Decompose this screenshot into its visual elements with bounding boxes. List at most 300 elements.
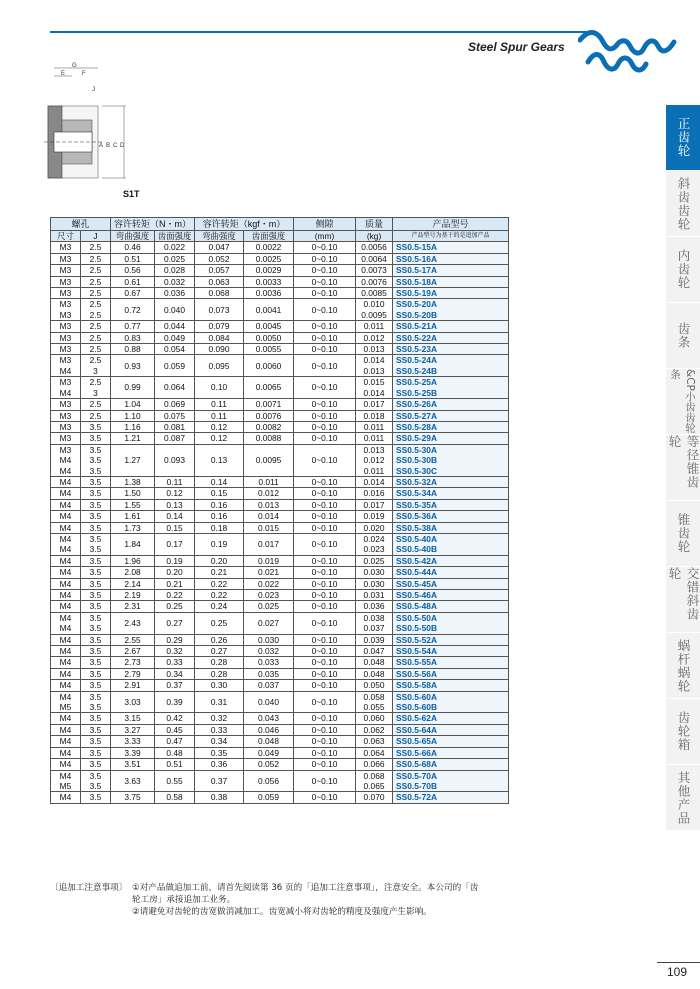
cell-bending-kgf: 0.35	[195, 747, 244, 758]
tab-racks[interactable]: 齿条	[666, 303, 700, 369]
cell-backlash: 0~0.10	[294, 555, 356, 566]
cell-bending-kgf: 0.095	[195, 355, 244, 377]
cell-j-line: 3.5	[89, 488, 102, 499]
tab-helical-gears[interactable]: 斜齿齿轮	[666, 171, 700, 237]
cell-j	[81, 522, 111, 533]
cell-part-number-line: SS0.5-66A	[396, 747, 437, 758]
cell-bending-nm: 0.46	[111, 242, 155, 253]
cell-bending-kgf: 0.10	[195, 377, 244, 399]
cell-surface-kgf: 0.0055	[244, 344, 294, 355]
cell-mass-line: 0.036	[363, 601, 385, 612]
cell-mass-line: 0.015	[363, 377, 385, 388]
cell-backlash: 0~0.10	[294, 355, 356, 377]
cell-part-number-line: SS0.5-17A	[396, 265, 437, 276]
cell-surface-nm: 0.21	[155, 578, 195, 589]
cell-bending-kgf: 0.047	[195, 242, 244, 253]
cell-part-number	[393, 299, 509, 321]
tab-worm-gears[interactable]: 蜗杆蜗轮	[666, 633, 700, 699]
cell-part-number	[393, 488, 509, 499]
cell-size-line: M3	[59, 421, 72, 432]
cell-bending-nm: 2.08	[111, 567, 155, 578]
cell-j-line: 3.5	[89, 646, 102, 657]
cell-mass-line: 0.018	[363, 410, 385, 421]
cell-backlash: 0~0.10	[294, 634, 356, 645]
cell-part-number	[393, 713, 509, 724]
cell-mass-line: 0.038	[363, 612, 385, 623]
cell-mass-line: 0.065	[363, 780, 385, 791]
cell-j	[81, 792, 111, 803]
cell-backlash: 0~0.10	[294, 680, 356, 691]
cell-mass	[356, 499, 393, 510]
cell-mass	[356, 344, 393, 355]
dim-label-b: B	[106, 143, 111, 149]
cell-mass-line: 0.011	[363, 421, 385, 432]
cell-size	[51, 288, 81, 299]
cell-size	[51, 321, 81, 332]
cell-size-line: M4	[59, 646, 72, 657]
cell-surface-nm: 0.069	[155, 399, 195, 410]
cell-bending-kgf: 0.28	[195, 668, 244, 679]
cell-bending-kgf: 0.32	[195, 713, 244, 724]
cell-j-line: 2.5	[89, 265, 102, 276]
cell-surface-kgf: 0.0050	[244, 332, 294, 343]
table-row	[51, 657, 509, 668]
tab-other-products[interactable]: 其他产品	[666, 765, 700, 831]
cell-mass	[356, 634, 393, 645]
cell-size	[51, 332, 81, 343]
cell-surface-nm: 0.028	[155, 265, 195, 276]
cell-surface-nm: 0.47	[155, 736, 195, 747]
cell-part-number-line: SS0.5-72A	[396, 792, 437, 803]
cell-size-line: M4	[59, 747, 72, 758]
cell-bending-nm: 1.38	[111, 476, 155, 487]
cell-part-number	[393, 567, 509, 578]
tab-gearboxes[interactable]: 齿轮箱	[666, 699, 700, 765]
cell-j	[81, 499, 111, 510]
torque-kgf-header: 容许转矩（kgf・m）	[195, 218, 294, 231]
cell-part-number-line: SS0.5-19A	[396, 288, 437, 299]
cell-bending-nm: 0.51	[111, 253, 155, 264]
cell-mass	[356, 770, 393, 792]
torque-nm-header: 容许转矩（N・m）	[111, 218, 195, 231]
table-row	[51, 567, 509, 578]
cell-part-number-line: SS0.5-54A	[396, 646, 437, 657]
cell-surface-kgf: 0.033	[244, 657, 294, 668]
cell-surface-kgf: 0.0065	[244, 377, 294, 399]
cell-size-line: M3	[59, 410, 72, 421]
cell-j-line: 2.5	[89, 344, 102, 355]
cell-surface-nm: 0.19	[155, 555, 195, 566]
cell-j	[81, 355, 111, 377]
cell-backlash: 0~0.10	[294, 488, 356, 499]
cell-mass-line: 0.017	[363, 399, 385, 410]
cell-part-number-line: SS0.5-40B	[396, 544, 437, 555]
cell-j-line: 2.5	[89, 355, 102, 366]
cell-bending-nm: 1.21	[111, 433, 155, 444]
table-row	[51, 288, 509, 299]
cell-j	[81, 691, 111, 713]
cell-part-number	[393, 657, 509, 668]
cell-part-number	[393, 590, 509, 601]
cell-surface-kgf: 0.0082	[244, 421, 294, 432]
cell-bending-nm: 2.43	[111, 612, 155, 634]
cell-j-line: 2.5	[89, 399, 102, 410]
cell-mass	[356, 590, 393, 601]
cell-bending-kgf: 0.16	[195, 511, 244, 522]
bending-nm-header: 弯曲强度	[111, 231, 155, 242]
cell-surface-nm: 0.14	[155, 511, 195, 522]
cell-mass-line: 0.014	[363, 476, 385, 487]
cell-surface-kgf: 0.012	[244, 488, 294, 499]
cell-part-number	[393, 444, 509, 476]
cell-part-number-line: SS0.5-70B	[396, 780, 437, 791]
cell-bending-nm: 3.15	[111, 713, 155, 724]
table-row	[51, 265, 509, 276]
table-row	[51, 668, 509, 679]
cell-mass-line: 0.055	[363, 702, 385, 713]
cell-size-line: M3	[59, 377, 72, 388]
cell-mass	[356, 488, 393, 499]
cell-part-number	[393, 433, 509, 444]
cell-surface-nm: 0.58	[155, 792, 195, 803]
cell-j-line: 3.5	[89, 702, 102, 713]
tab-spur-gears[interactable]: 正齿轮	[666, 105, 700, 171]
cell-mass-line: 0.062	[363, 724, 385, 735]
cell-part-number-line: SS0.5-70A	[396, 770, 437, 781]
cell-surface-kgf: 0.030	[244, 634, 294, 645]
cell-j	[81, 555, 111, 566]
cell-part-number	[393, 421, 509, 432]
cell-surface-kgf: 0.014	[244, 511, 294, 522]
cell-part-number	[393, 242, 509, 253]
cell-size	[51, 567, 81, 578]
cell-bending-nm: 1.84	[111, 533, 155, 555]
page-number: 109	[667, 965, 688, 979]
cell-mass	[356, 601, 393, 612]
cell-surface-nm: 0.022	[155, 242, 195, 253]
cell-j-line: 3.5	[89, 499, 102, 510]
cell-bending-nm: 0.77	[111, 321, 155, 332]
table-row	[51, 444, 509, 476]
cell-j-line: 3.5	[89, 444, 102, 455]
cell-j-line: 3.5	[89, 421, 102, 432]
notes-label: 〔追加工注意事项〕	[50, 883, 128, 893]
cell-part-number	[393, 253, 509, 264]
cell-mass-line: 0.020	[363, 522, 385, 533]
backlash-header: 侧隙	[294, 218, 356, 231]
cell-size	[51, 377, 81, 399]
cell-part-number-line: SS0.5-52A	[396, 634, 437, 645]
cell-bending-nm: 1.50	[111, 488, 155, 499]
cell-bending-nm: 3.75	[111, 792, 155, 803]
cell-mass	[356, 253, 393, 264]
cell-j	[81, 601, 111, 612]
cell-surface-nm: 0.075	[155, 410, 195, 421]
cell-j-line: 3.5	[89, 544, 102, 555]
cell-j	[81, 724, 111, 735]
cell-surface-nm: 0.32	[155, 646, 195, 657]
cell-size	[51, 433, 81, 444]
cell-size-line: M4	[59, 555, 72, 566]
cell-mass-line: 0.014	[363, 387, 385, 398]
cell-mass	[356, 747, 393, 758]
cell-size-line: M4	[59, 499, 72, 510]
cell-size-line: M3	[59, 399, 72, 410]
cell-bending-kgf: 0.25	[195, 612, 244, 634]
cell-part-number-line: SS0.5-22A	[396, 332, 437, 343]
table-row	[51, 511, 509, 522]
cell-mass	[356, 410, 393, 421]
cell-size-line: M4	[59, 476, 72, 487]
cell-mass	[356, 242, 393, 253]
cell-part-number-line: SS0.5-24A	[396, 355, 437, 366]
cell-surface-nm: 0.032	[155, 276, 195, 287]
cell-j	[81, 567, 111, 578]
cell-surface-nm: 0.040	[155, 299, 195, 321]
cell-surface-kgf: 0.0076	[244, 410, 294, 421]
cell-surface-nm: 0.51	[155, 759, 195, 770]
cell-mass	[356, 332, 393, 343]
cell-mass-line: 0.013	[363, 444, 385, 455]
cell-bending-nm: 0.61	[111, 276, 155, 287]
cell-part-number	[393, 668, 509, 679]
part-note: 产品型号为基于的是追加产品	[393, 231, 509, 242]
cell-size	[51, 253, 81, 264]
cell-bending-kgf: 0.27	[195, 646, 244, 657]
cell-backlash: 0~0.10	[294, 476, 356, 487]
table-row	[51, 747, 509, 758]
cell-size-line: M4	[59, 680, 72, 691]
cell-part-number	[393, 276, 509, 287]
cell-backlash: 0~0.10	[294, 299, 356, 321]
cell-j-line: 3.5	[89, 657, 102, 668]
cell-part-number-line: SS0.5-28A	[396, 421, 437, 432]
cell-mass	[356, 511, 393, 522]
cell-mass	[356, 433, 393, 444]
table-row	[51, 555, 509, 566]
cell-j	[81, 410, 111, 421]
cell-backlash: 0~0.10	[294, 759, 356, 770]
cell-j	[81, 736, 111, 747]
cell-mass	[356, 533, 393, 555]
cell-part-number	[393, 344, 509, 355]
tab-miter-gears[interactable]: 等径锥齿轮	[666, 435, 700, 501]
cell-j-line: 3.5	[89, 792, 102, 803]
cell-j	[81, 399, 111, 410]
cell-part-number	[393, 747, 509, 758]
cell-bending-nm: 1.96	[111, 555, 155, 566]
cell-part-number	[393, 410, 509, 421]
cell-backlash: 0~0.10	[294, 444, 356, 476]
cell-backlash: 0~0.10	[294, 578, 356, 589]
cell-surface-kgf: 0.0045	[244, 321, 294, 332]
cell-size	[51, 634, 81, 645]
cell-j-line: 3.5	[89, 601, 102, 612]
cell-bending-kgf: 0.33	[195, 724, 244, 735]
cell-bending-kgf: 0.26	[195, 634, 244, 645]
cell-size-line: M3	[59, 433, 72, 444]
cell-mass-line: 0.013	[363, 365, 385, 376]
cell-bending-kgf: 0.21	[195, 567, 244, 578]
cell-bending-kgf: 0.18	[195, 522, 244, 533]
cell-mass	[356, 288, 393, 299]
cell-part-number	[393, 355, 509, 377]
table-row	[51, 724, 509, 735]
cell-backlash: 0~0.10	[294, 691, 356, 713]
cell-size	[51, 680, 81, 691]
backlash-unit: (mm)	[294, 231, 356, 242]
cell-bending-nm: 0.67	[111, 288, 155, 299]
cell-mass-line: 0.0095	[361, 309, 387, 320]
cell-j-line: 3.5	[89, 780, 102, 791]
cell-j-line: 2.5	[89, 377, 102, 388]
cell-size	[51, 612, 81, 634]
cell-size	[51, 691, 81, 713]
cell-size-line: M3	[59, 265, 72, 276]
cell-bending-nm: 2.55	[111, 634, 155, 645]
cell-part-number-line: SS0.5-48A	[396, 601, 437, 612]
cell-mass	[356, 555, 393, 566]
cell-size	[51, 511, 81, 522]
cell-j-line: 2.5	[89, 309, 102, 320]
tab-screw-gears[interactable]: 交错斜齿轮	[666, 567, 700, 633]
cell-backlash: 0~0.10	[294, 747, 356, 758]
j-header: J	[81, 231, 111, 242]
cell-surface-kgf: 0.0025	[244, 253, 294, 264]
cell-part-number-line: SS0.5-34A	[396, 488, 437, 499]
cell-size-line: M5	[59, 702, 72, 713]
cell-surface-kgf: 0.0022	[244, 242, 294, 253]
cell-size	[51, 533, 81, 555]
cell-j-line: 3.5	[89, 555, 102, 566]
tab-internal-gears[interactable]: 内齿轮	[666, 237, 700, 303]
table-row	[51, 713, 509, 724]
cell-size-line: M3	[59, 321, 72, 332]
cell-backlash: 0~0.10	[294, 770, 356, 792]
surface-nm-header: 齿面强度	[155, 231, 195, 242]
cell-mass	[356, 680, 393, 691]
cell-bending-nm: 3.39	[111, 747, 155, 758]
cell-size	[51, 522, 81, 533]
cell-surface-kgf: 0.0041	[244, 299, 294, 321]
dim-label-e: E	[61, 71, 66, 77]
tab-bevel-gears[interactable]: 锥齿轮	[666, 501, 700, 567]
cell-part-number-line: SS0.5-25A	[396, 377, 437, 388]
cell-surface-nm: 0.087	[155, 433, 195, 444]
cell-bending-kgf: 0.057	[195, 265, 244, 276]
cell-mass	[356, 578, 393, 589]
cell-mass-line: 0.060	[363, 713, 385, 724]
cell-part-number	[393, 476, 509, 487]
cell-j	[81, 770, 111, 792]
cell-surface-kgf: 0.052	[244, 759, 294, 770]
cell-backlash: 0~0.10	[294, 253, 356, 264]
cell-surface-kgf: 0.049	[244, 747, 294, 758]
cell-bending-kgf: 0.19	[195, 533, 244, 555]
cell-part-number	[393, 736, 509, 747]
cell-j	[81, 253, 111, 264]
cell-mass-line: 0.012	[363, 332, 385, 343]
cell-j	[81, 759, 111, 770]
cell-part-number-line: SS0.5-58A	[396, 680, 437, 691]
cell-size-line: M4	[59, 522, 72, 533]
cell-j-line: 2.5	[89, 276, 102, 287]
cell-size	[51, 444, 81, 476]
table-row	[51, 634, 509, 645]
cell-mass	[356, 612, 393, 634]
cell-surface-nm: 0.33	[155, 657, 195, 668]
cell-bending-kgf: 0.16	[195, 499, 244, 510]
cell-size	[51, 657, 81, 668]
table-row	[51, 759, 509, 770]
cell-part-number-line: SS0.5-45A	[396, 578, 437, 589]
cell-j	[81, 657, 111, 668]
note-1: ①对产品做追加工前，请首先阅读第 36 页的「追加工注意事项」，注意安全。本公司的「齿	[132, 883, 479, 893]
cell-surface-kgf: 0.0033	[244, 276, 294, 287]
cell-part-number-line: SS0.5-16A	[396, 253, 437, 264]
cell-surface-nm: 0.39	[155, 691, 195, 713]
cell-part-number-line: SS0.5-30A	[396, 444, 437, 455]
cell-j	[81, 276, 111, 287]
cell-j-line: 3.5	[89, 511, 102, 522]
cell-backlash: 0~0.10	[294, 332, 356, 343]
cell-mass	[356, 299, 393, 321]
table-row	[51, 691, 509, 713]
table-row	[51, 476, 509, 487]
table-row	[51, 433, 509, 444]
cell-surface-kgf: 0.0095	[244, 444, 294, 476]
table-row	[51, 276, 509, 287]
cell-surface-kgf: 0.013	[244, 499, 294, 510]
cell-size	[51, 578, 81, 589]
cell-surface-kgf: 0.032	[244, 646, 294, 657]
cell-size-line: M4	[59, 724, 72, 735]
cell-mass-line: 0.037	[363, 623, 385, 634]
cell-surface-kgf: 0.022	[244, 578, 294, 589]
cell-size	[51, 590, 81, 601]
cell-j	[81, 332, 111, 343]
cell-size	[51, 410, 81, 421]
cell-surface-kgf: 0.037	[244, 680, 294, 691]
cell-bending-kgf: 0.38	[195, 792, 244, 803]
cell-surface-kgf: 0.025	[244, 601, 294, 612]
dim-label-f: F	[82, 71, 86, 77]
cell-part-number	[393, 499, 509, 510]
cell-size-line: M3	[59, 444, 72, 455]
tab-cp-racks-pinions[interactable]: &CP小齿齿轮条	[666, 369, 700, 435]
cell-part-number	[393, 321, 509, 332]
cell-j	[81, 344, 111, 355]
cell-surface-kgf: 0.011	[244, 476, 294, 487]
cell-size-line: M3	[59, 309, 72, 320]
dim-label-g: G	[72, 63, 77, 69]
cell-mass-line: 0.048	[363, 668, 385, 679]
dim-label-j: J	[92, 87, 95, 93]
cell-size-line: M4	[59, 657, 72, 668]
cell-mass-line: 0.064	[363, 747, 385, 758]
cell-j	[81, 444, 111, 476]
cell-size-line: M4	[59, 455, 72, 466]
cell-bending-kgf: 0.090	[195, 344, 244, 355]
cell-mass	[356, 276, 393, 287]
cell-j	[81, 713, 111, 724]
cell-j-line: 3.5	[89, 668, 102, 679]
cell-bending-kgf: 0.084	[195, 332, 244, 343]
cell-j	[81, 533, 111, 555]
cell-surface-nm: 0.55	[155, 770, 195, 792]
cell-size	[51, 242, 81, 253]
cell-surface-kgf: 0.048	[244, 736, 294, 747]
